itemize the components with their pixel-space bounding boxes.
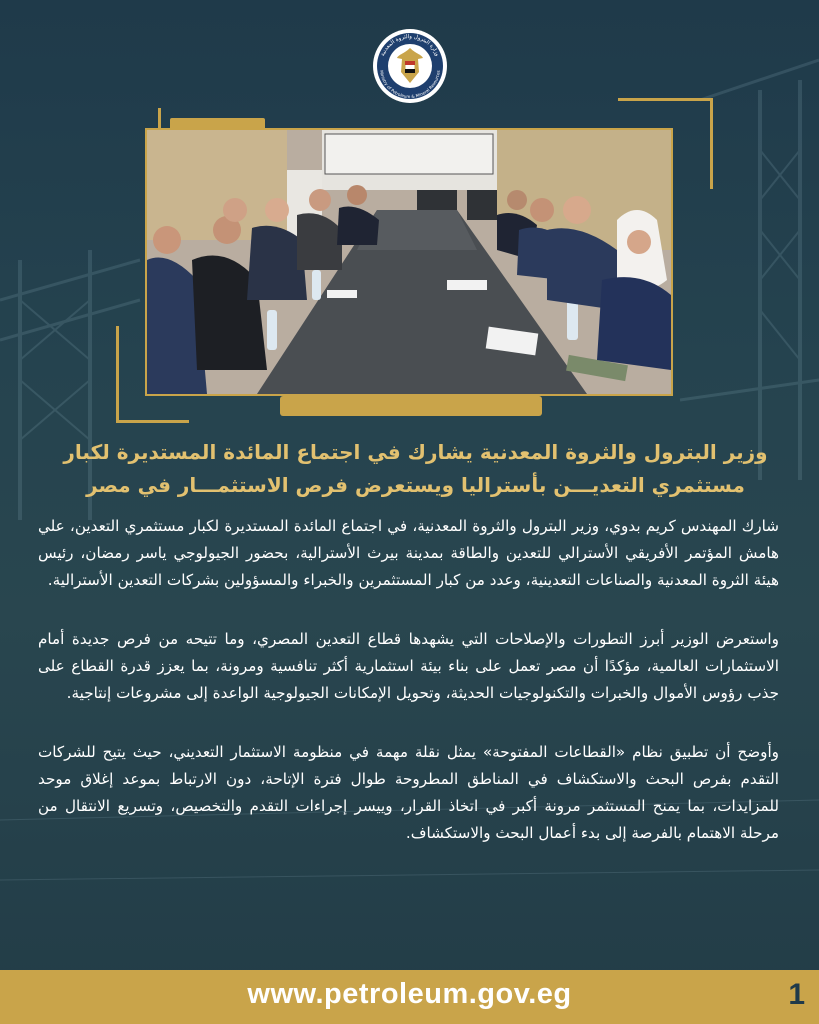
meeting-photo [145,128,673,396]
headline [60,436,771,502]
logo-ring-text [372,28,448,104]
paragraph-1: شارك المهندس كريم بدوي، وزير البترول والثروة المعدنية، في اجتماع المائدة المستديرة لكبار مستثمري التعدين، علي هامش المؤتمر الأفريقي الأسترالي للتعدين والطاقة بمدينة بيرث الأسترالية، بحضور الجيولوجي ياسر رمضان، رئيس هيئة الثروة المعدنية والصناعات التعدينية، وعدد من كبار المستثمرين والخبراء والمسؤولين بشركات التعدين الأسترالية. [38,517,779,589]
frame-bottom-bar [280,396,542,416]
svg-text:Ministry of Petroleum & Minera [379,70,441,99]
page-number: 1 [788,978,805,1011]
article-body [38,513,779,879]
paragraph-2: واستعرض الوزير أبرز التطورات والإصلاحات التي يشهدها قطاع التعدين المصري، وما تتيحه من فرص جديدة أمام الاستثمارات العالمية، مؤكدًا أن مصر تعمل على بناء بيئة استثمارية أكثر تنافسية ومرونة، بما يعزز قدرة القطاع على جذب رؤوس الأموال والخبرات والتكنولوجيات الحديثة، وتحويل الإمكانات الجيولوجية الواعدة إلى مشروعات إنتاجية. [38,630,779,702]
svg-text:وزارة البترول والثروة المعدنية [380,34,440,57]
footer-bar [0,970,819,1024]
logo-english-text: Ministry of Petroleum & Mineral Resources [379,69,441,100]
website-link[interactable]: www.petroleum.gov.eg [247,978,572,1010]
paragraph-3: وأوضح أن تطبيق نظام «القطاعات المفتوحة» يمثل نقلة مهمة في منظومة الاستثمار التعديني، حيث يتيح للشركات التقدم بفرص البحث والاستكشاف في المناطق المطروحة طوال فترة الإتاحة، دون الارتباط بموعد إغلاق موحد للمزايدات، بما يمنح المستثمر مرونة أكبر في اتخاذ القرار، وييسر إجراءات التقدم والتخصيص، وتسريع الانتقال من مرحلة الاهتمام بالفرصة إلى بدء أعمال البحث والاستكشاف. [38,743,779,842]
headline-line-2: مستثمري التعديـــن بأستراليا ويستعرض فرص الاستثمـــار في مصر [86,473,745,497]
logo-arabic-text: وزارة البترول والثروة المعدنية [379,33,441,58]
headline-line-1: وزير البترول والثروة المعدنية يشارك في اجتماع المائدة المستديرة لكبار [63,440,768,464]
